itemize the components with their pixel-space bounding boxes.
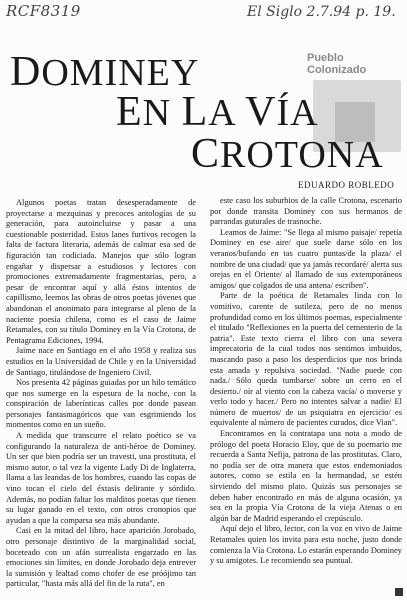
bleed-through-text: Pueblo Colonizado bbox=[307, 52, 367, 76]
page-corner-mark bbox=[395, 588, 403, 596]
author-byline: EDUARDO ROBLEDO bbox=[298, 180, 395, 190]
headline-line-1: DOMINEY bbox=[10, 49, 200, 95]
paragraph: Encontramos en la contratapa una nota a modo de prólogo del poeta Horacio Eloy, que de su poemario me recuerda a Santa Nefija, patrona de las prostitutas. Claro, no podía ser de otra manera que estos endemoniados autores, como se estila en la hermandad, se estén sirviendo del mismo plato. Quizás sus personajes se deben haber encontrado en más de alguna ocasión, ya sea en la propia Vía Crotona de la vieja Atenas o en algún bar de Madrid esperando el crepúsculo. bbox=[210, 429, 402, 523]
article-column-right bbox=[210, 196, 402, 567]
paragraph: Casi en la mitad del libro, hace aparición Jorobado, otro personaje distintivo de la marginalidad social, boceteado con un afán surrealista engarzado en las emociones sin límites, en donde Jorobado deja entrever la sumisión y lealtad como chofer de ese próójimo tan particular, "hasta más allá del fin de la ruta", en bbox=[6, 526, 196, 589]
paragraph: este caso los suburbios de la calle Crotona, escenario por donde transita Dominey con sus hermanos de parrandas guturales de trasnoche. bbox=[210, 196, 402, 227]
paragraph: Aquí dejo el libro, lector, con la voz en vivo de Jaime Retamales quien los invita para esta noche, justo donde comienza la Vía Crotona. Lo estarán esperando Dominey y su amigotes. Le recomiendo sea puntual. bbox=[210, 524, 402, 566]
paragraph: A medida que transcurre el relato poético se va configurando la naturaleza de anti-héroe de Dominey. Un ser que bien podría ser un travesti, una prostituta, el mismo autor, o tal vez la vigente Lady Di de Inglaterra, llama a las leandas de los hombres, cuando las copas de vino tocan el cielo del éxtasis delirante y sórdido. Además, no podían faltar los malditos poetas que tienen su lugar ganado en el texto, con otros cronopios que ayudan a que la comparsa sea más abundante. bbox=[6, 431, 196, 525]
article-column-left bbox=[6, 198, 196, 590]
paragraph: Jaime nace en Santiago en el año 1958 y realiza sus estudios en la Universidad de Chile y en la Universidad de Santiago, titulándose de Ingeniero Civil. bbox=[6, 346, 196, 377]
paragraph: Leamos de Jaime: "Se llega al mismo paisaje/ repetía Dominey en ese aire/ que suele darse sólo en los veranos/bufando en tas cuatro puntas/de la plaza/ el nombre de una ciudad/ que ya jamás recordaré/ alerta sus orejas en el Oriente/ al llamado de sus extemporáneos amigos/ que colgados de una antena/ escriben". bbox=[210, 227, 402, 290]
paragraph: Nos presenta 42 páginas guiadas por un hilo temático que nos sumerge en la espesura de la noche, con la conspiración de laberínticas calles por donde pasean personajes fantasmagóricos que van esgrimiendo los momentos como en un sueño. bbox=[6, 378, 196, 430]
handwritten-catalog-number: RCF8319 bbox=[6, 2, 81, 20]
headline-line-2: EN LA VÍA bbox=[116, 89, 319, 135]
article-headline bbox=[8, 48, 403, 178]
headline-line-3: CROTONA bbox=[191, 131, 384, 177]
paragraph: Parte de la poética de Retamales linda con lo vomitivo, carente de sutileza, pero de no menos profundidad como en los últimos poemas, especialmente el titulado "Reflexiones en la puerta del cementerio de la patria". Este texto cierra el libro con una severa imprecatoria de la cual todos nos sentimos imbuidos, mascando paso a paso los desperdicios que nos brinda esta amada y repulsiva sociedad. "Nadie puede con nada./ Sólo queda tumbarse/ sobre un cerro en el desierto./ oír al viento con la cabeza vacía/ o moverse y verlo todo y hacer./ Pero no intentes salvar a nadie/ El número de muertos/ de un psiquiatra en ejercicio/ es equivalente al número de pacientes curados, dice Vian". bbox=[210, 291, 402, 428]
handwritten-source-date: El Siglo 2.7.94 p. 19. bbox=[247, 4, 396, 20]
paragraph: Algunos poetas tratan desesperadamente de proyectarse a mezquinas y precoces antologías de su generación, para autoincluirse y pasar a una cuestionable posteridad. Estos lanes furtivos recogen la falta de factura literaria, además de calmar esa sed de figuración tan codiciada. Manejos que sólo logran engañar y dispersar a estudiosos y lectores con promociones extremadamente fragmentarias, pero, a pesar de encontrar aquí y allá éstos intentos de capillismo, leemos las obras de otros poetas jóvenes que abandonan el anonimato para integrarse al pleno de la naciente poesía chilena, como es el caso de Jaime Retamales, con su título Dominey en la Vía Crotona, de Pentagrama Ediciones, 1994. bbox=[6, 198, 196, 345]
